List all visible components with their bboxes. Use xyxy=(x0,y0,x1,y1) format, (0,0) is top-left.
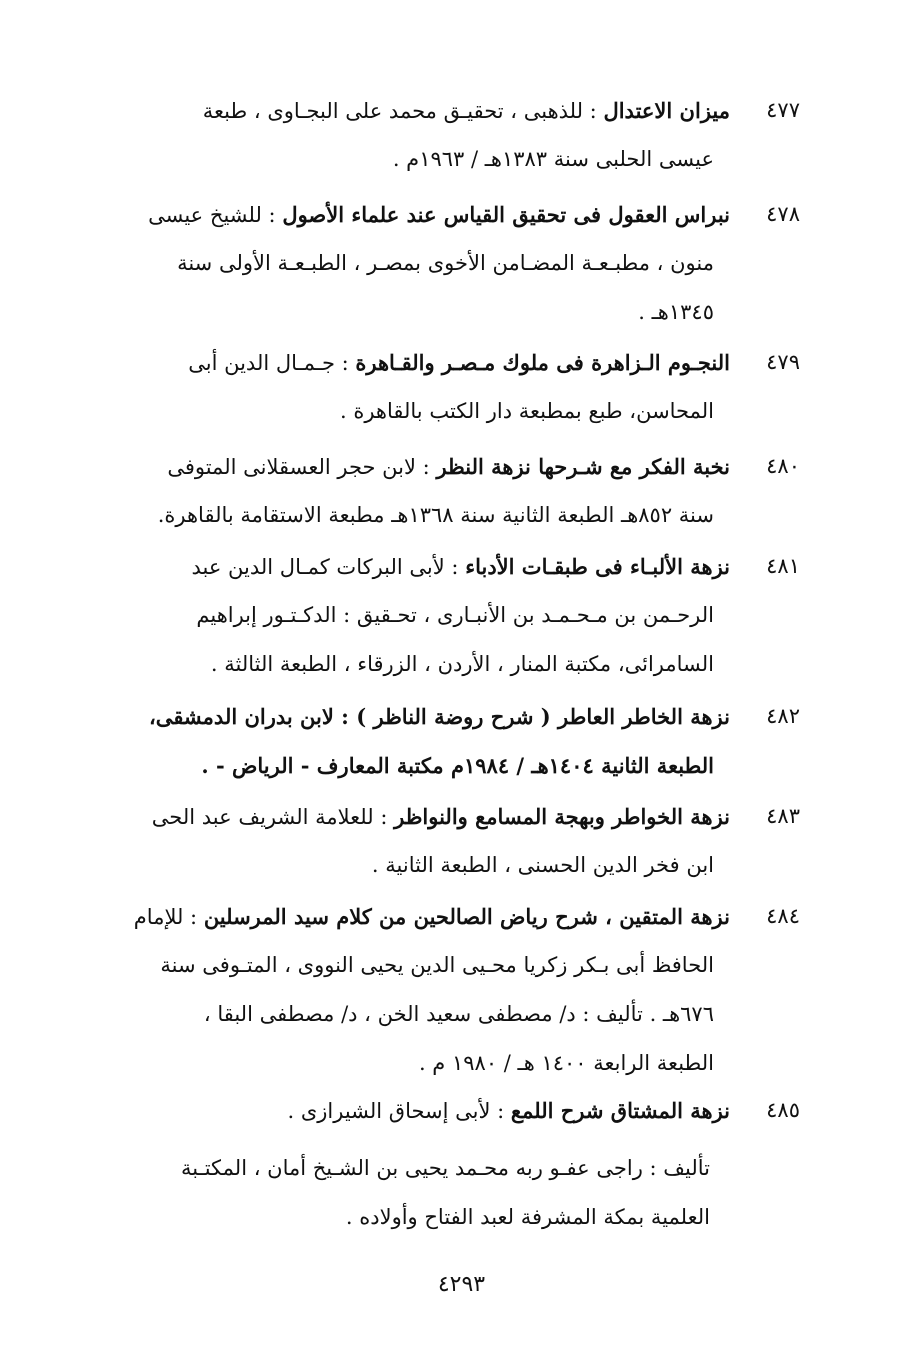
entry-line: عيسى الحلبى سنة ١٣٨٣هـ / ١٩٦٣م . xyxy=(392,147,714,171)
entry-line: السامرائى، مكتبة المنار ، الأردن ، الزرقاء ، الطبعة الثالثة . xyxy=(210,652,714,676)
entry-title: نزهة الألبـاء فى طبقـات الأدباء xyxy=(465,554,730,579)
entry-line xyxy=(287,1086,730,1136)
entry-number: ٤٨٣ xyxy=(766,804,800,828)
entry-line: الرحـمن بن مـحـمـد بن الأنبـارى ، تحـقيق : الدكـتـور إبراهيم xyxy=(196,603,714,627)
entry-title: نخبة الفكر مع شـرحها نزهة النظر xyxy=(436,454,730,479)
entry-line: الطبعة الثانية ١٤٠٤هـ / ١٩٨٤م مكتبة المعارف - الرياض - . xyxy=(201,753,714,778)
entry-title: نزهة الخاطر العاطر ( شرح روضة الناظر ) : لابن بدران الدمشقى، xyxy=(149,704,730,729)
page-number: ٤٢٩٣ xyxy=(437,1272,486,1297)
entry-text: : لأبى إسحاق الشيرازى . xyxy=(287,1099,505,1123)
entry-line xyxy=(152,792,730,842)
note-line: العلمية بمكة المشرفة لعبد الفتاح وأولاده . xyxy=(345,1205,710,1229)
entry-line: منون ، مطبـعـة المضـامن الأخوى بمصـر ، الطبـعـة الأولى سنة xyxy=(177,251,714,275)
bibliography-entry xyxy=(100,1086,800,1136)
entry-line: ابن فخر الدين الحسنى ، الطبعة الثانية . xyxy=(371,853,714,877)
entry-line xyxy=(191,542,730,592)
entry-line: ٦٧٦هـ . تأليف : د/ مصطفى سعيد الخن ، د/ مصطفى البقا ، xyxy=(203,1002,714,1026)
entry-title: نبراس العقول فى تحقيق القياس عند علماء الأصول xyxy=(282,202,730,227)
entry-number: ٤٧٧ xyxy=(766,98,800,122)
entry-line xyxy=(148,190,730,240)
entry-text: : للإمام xyxy=(133,905,198,929)
bibliography-entry xyxy=(100,442,800,542)
entry-line: الطبعة الرابعة ١٤٠٠ هـ / ١٩٨٠ م . xyxy=(418,1051,714,1075)
entry-line xyxy=(203,86,730,136)
bibliography-entry xyxy=(100,190,800,340)
bibliography-entry xyxy=(100,792,800,892)
entry-text: : جـمـال الدين أبى xyxy=(188,351,349,375)
entry-number: ٤٧٨ xyxy=(766,202,800,226)
entry-title: نزهة الخواطر وبهجة المسامع والنواظر xyxy=(394,804,730,829)
entry-text: : للعلامة الشريف عبد الحى xyxy=(151,805,388,829)
bibliography-entry xyxy=(100,338,800,438)
bibliography-entry xyxy=(100,542,800,692)
entry-line: سنة ٨٥٢هـ الطبعة الثانية سنة ١٣٦٨هـ مطبعة الاستقامة بالقاهرة. xyxy=(157,503,714,527)
entry-line xyxy=(188,338,730,388)
note-paragraph xyxy=(100,1144,710,1244)
entry-title: النجـوم الـزاهرة فى ملوك مـصـر والقـاهرة xyxy=(355,350,730,375)
entry-number: ٤٨٠ xyxy=(766,454,800,478)
entry-line xyxy=(167,442,730,492)
entry-text: : لأبى البركات كمـال الدين عبد xyxy=(191,555,459,579)
entry-line: ١٣٤٥هـ . xyxy=(638,300,714,324)
bibliography-entry xyxy=(100,86,800,186)
entry-title: ميزان الاعتدال xyxy=(603,98,730,123)
entry-line xyxy=(134,892,730,942)
entry-line: الحافظ أبى بـكر زكريا محـيى الدين يحيى النووى ، المتـوفى سنة xyxy=(160,953,714,977)
bibliography-entry xyxy=(100,692,800,792)
entry-text: : لابن حجر العسقلانى المتوفى xyxy=(167,455,430,479)
entry-title: نزهة المتقين ، شرح رياض الصالحين من كلام سيد المرسلين xyxy=(203,904,730,929)
entry-line xyxy=(149,692,730,742)
entry-number: ٤٨٤ xyxy=(766,904,800,928)
entry-text: : للذهبى ، تحقيـق محمد على البجـاوى ، طبعة xyxy=(202,99,597,123)
entry-number: ٤٨١ xyxy=(766,554,800,578)
note-line: تأليف : راجى عفـو ربه محـمد يحيى بن الشـيخ أمان ، المكتـبة xyxy=(180,1156,710,1180)
bibliography-entry xyxy=(100,892,800,1088)
entry-title: نزهة المشتاق شرح اللمع xyxy=(510,1098,730,1123)
entry-number: ٤٨٥ xyxy=(766,1098,800,1122)
entry-text: : للشيخ عيسى xyxy=(148,203,276,227)
entry-number: ٤٧٩ xyxy=(766,350,800,374)
entry-line: المحاسن، طبع بمطبعة دار الكتب بالقاهرة . xyxy=(339,399,714,423)
entry-number: ٤٨٢ xyxy=(766,704,800,728)
